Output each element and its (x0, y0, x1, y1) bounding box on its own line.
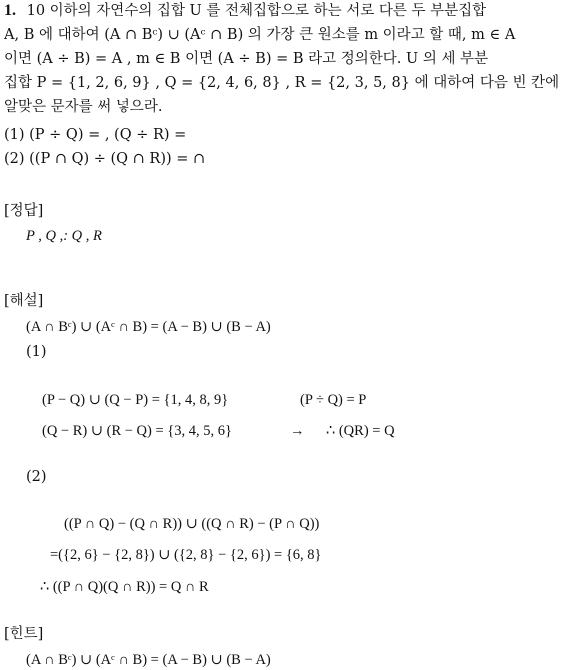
solution-part2-line2: =({2, 6} − {2, 8}) ∪ ({2, 8} − {2, 6}) = {6, 8} (50, 547, 322, 563)
hint-heading: [힌트] (4, 626, 44, 642)
problem-line-5: 알맞은 문자를 써 넣으라. (4, 99, 163, 115)
solution-heading: [해설] (4, 293, 44, 309)
solution-part1-arrow: → (290, 423, 305, 439)
solution-part1-line1a: (P − Q) ∪ (Q − P) = {1, 4, 8, 9} (42, 392, 229, 408)
problem-line-6: (1) (P ÷ Q) = , (Q ÷ R) = (4, 127, 187, 143)
solution-part1-line2b: ∴ (QR) = Q (326, 423, 395, 439)
problem-line-3: 이면 (A ÷ B) = A , m ∈ B 이면 (A ÷ B) = B 라고 정의한다. U 의 세 부분 (4, 51, 489, 67)
solution-part2-line1: ((P ∩ Q) − (Q ∩ R)) ∪ ((Q ∩ R) − (P ∩ Q)) (64, 516, 320, 532)
problem-line-7: (2) ((P ∩ Q) ÷ (Q ∩ R)) = ∩ (4, 151, 206, 167)
answer-heading: [정답] (4, 203, 44, 219)
hint-text: (A ∩ Bᶜ) ∪ (Aᶜ ∩ B) = (A − B) ∪ (B − A) (26, 652, 271, 668)
solution-identity: (A ∩ Bᶜ) ∪ (Aᶜ ∩ B) = (A − B) ∪ (B − A) (26, 319, 271, 335)
problem-number: 1. (4, 2, 16, 19)
problem-line-2: A, B 에 대하여 (A ∩ Bᶜ) ∪ (Aᶜ ∩ B) 의 가장 큰 원소를 m 이라고 할 때, m ∈ A (4, 27, 516, 43)
solution-part2-line3: ∴ ((P ∩ Q)(Q ∩ R)) = Q ∩ R (40, 579, 209, 595)
problem-line-1 (4, 2, 486, 20)
solution-part1-label: (1) (26, 344, 47, 360)
solution-part1-line1b: (P ÷ Q) = P (300, 392, 367, 408)
solution-part1-line2a: (Q − R) ∪ (R − Q) = {3, 4, 5, 6} (42, 423, 232, 439)
solution-part2-label: (2) (26, 469, 47, 485)
problem-text-1: 10 이하의 자연수의 집합 U 를 전체집합으로 하는 서로 다른 두 부분집합 (26, 3, 487, 19)
problem-line-4: 집합 P = {1, 2, 6, 9} , Q = {2, 4, 6, 8} , R = {2, 3, 5, 8} 에 대하여 다음 빈 칸에 (4, 75, 560, 91)
answer-text: P , Q ,: Q , R (26, 228, 102, 244)
